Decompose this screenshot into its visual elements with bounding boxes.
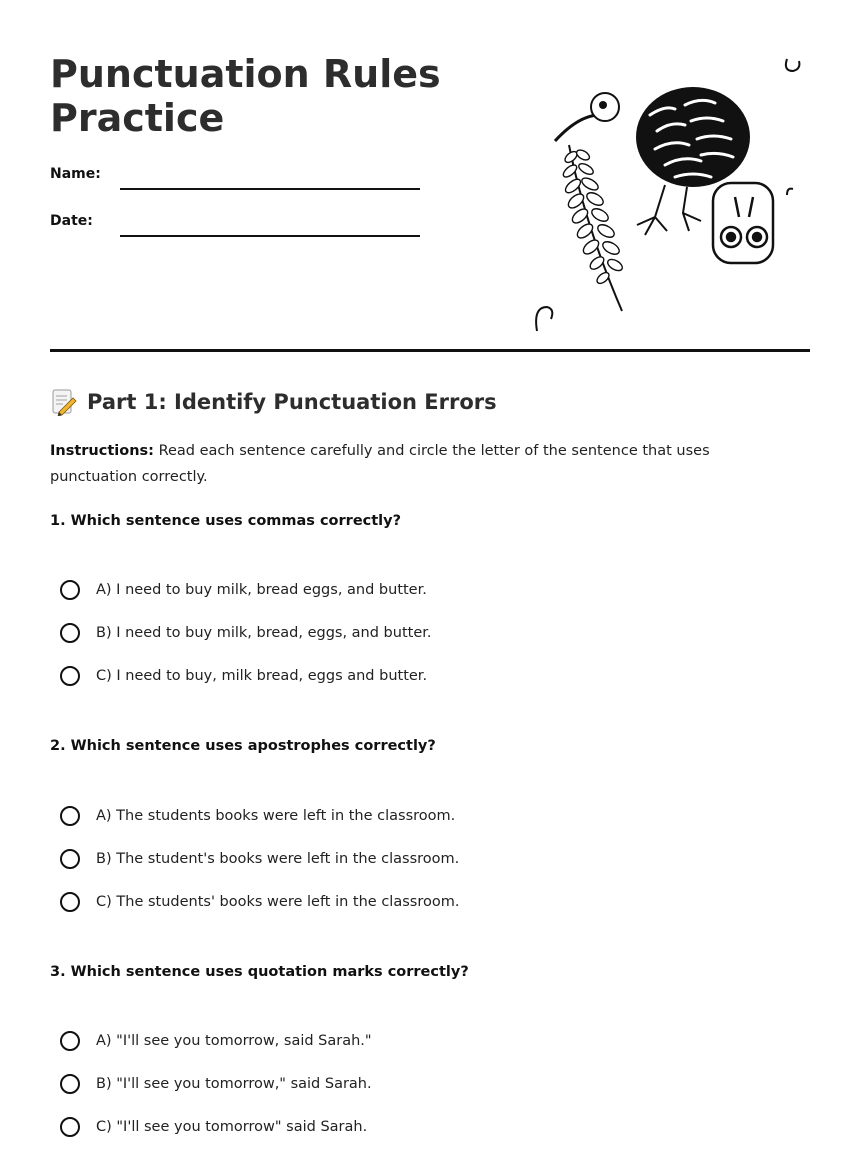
radio-button[interactable] (60, 580, 80, 600)
koru-icon (786, 59, 800, 71)
date-line[interactable] (120, 235, 420, 237)
option-text: B) The student's books were left in the classroom. (96, 851, 460, 867)
q2-option-c[interactable] (60, 889, 459, 915)
radio-button[interactable] (60, 892, 80, 912)
radio-button[interactable] (60, 1031, 80, 1051)
q1-option-b[interactable] (60, 620, 431, 646)
fern-frond-icon (561, 145, 624, 311)
name-line[interactable] (120, 188, 420, 190)
koru-icon (536, 307, 552, 331)
name-field[interactable] (50, 166, 420, 190)
option-text: A) I need to buy milk, bread eggs, and butter. (96, 582, 427, 598)
koru-icon (787, 189, 793, 195)
q1-option-c[interactable] (60, 663, 427, 689)
radio-button[interactable] (60, 1117, 80, 1137)
radio-button[interactable] (60, 1074, 80, 1094)
question-2: 2. Which sentence uses apostrophes correctly? (50, 738, 436, 754)
radio-button[interactable] (60, 849, 80, 869)
q3-option-c[interactable] (60, 1114, 367, 1140)
option-text: C) "I'll see you tomorrow" said Sarah. (96, 1119, 368, 1135)
question-3: 3. Which sentence uses quotation marks correctly? (50, 964, 469, 980)
memo-pencil-icon (50, 388, 78, 416)
part1-heading (50, 388, 497, 416)
date-field[interactable] (50, 213, 420, 237)
q1-option-a[interactable] (60, 577, 427, 603)
instructions-text: Read each sentence carefully and circle the letter of the sentence that uses punctuation correctly. (50, 443, 710, 485)
name-label: Name: (50, 166, 101, 182)
option-text: A) "I'll see you tomorrow, said Sarah." (96, 1033, 372, 1049)
q3-option-b[interactable] (60, 1071, 372, 1097)
date-label: Date: (50, 213, 93, 229)
radio-button[interactable] (60, 623, 80, 643)
q3-option-a[interactable] (60, 1028, 372, 1054)
question-1: 1. Which sentence uses commas correctly? (50, 513, 402, 529)
section-divider (50, 349, 810, 352)
option-text: C) The students' books were left in the classroom. (96, 894, 460, 910)
instructions (50, 438, 790, 490)
part1-heading-text: Part 1: Identify Punctuation Errors (87, 390, 497, 414)
kiwi-illustration (525, 45, 815, 340)
radio-button[interactable] (60, 806, 80, 826)
radio-button[interactable] (60, 666, 80, 686)
q2-option-b[interactable] (60, 846, 459, 872)
q2-option-a[interactable] (60, 803, 455, 829)
option-text: C) I need to buy, milk bread, eggs and butter. (96, 668, 428, 684)
option-text: B) I need to buy milk, bread, eggs, and butter. (96, 625, 432, 641)
option-text: A) The students books were left in the classroom. (96, 808, 456, 824)
option-text: B) "I'll see you tomorrow," said Sarah. (96, 1076, 372, 1092)
worksheet-title: Punctuation Rules Practice (50, 52, 441, 140)
tiki-face-icon (713, 183, 773, 263)
instructions-label: Instructions: (50, 443, 154, 459)
